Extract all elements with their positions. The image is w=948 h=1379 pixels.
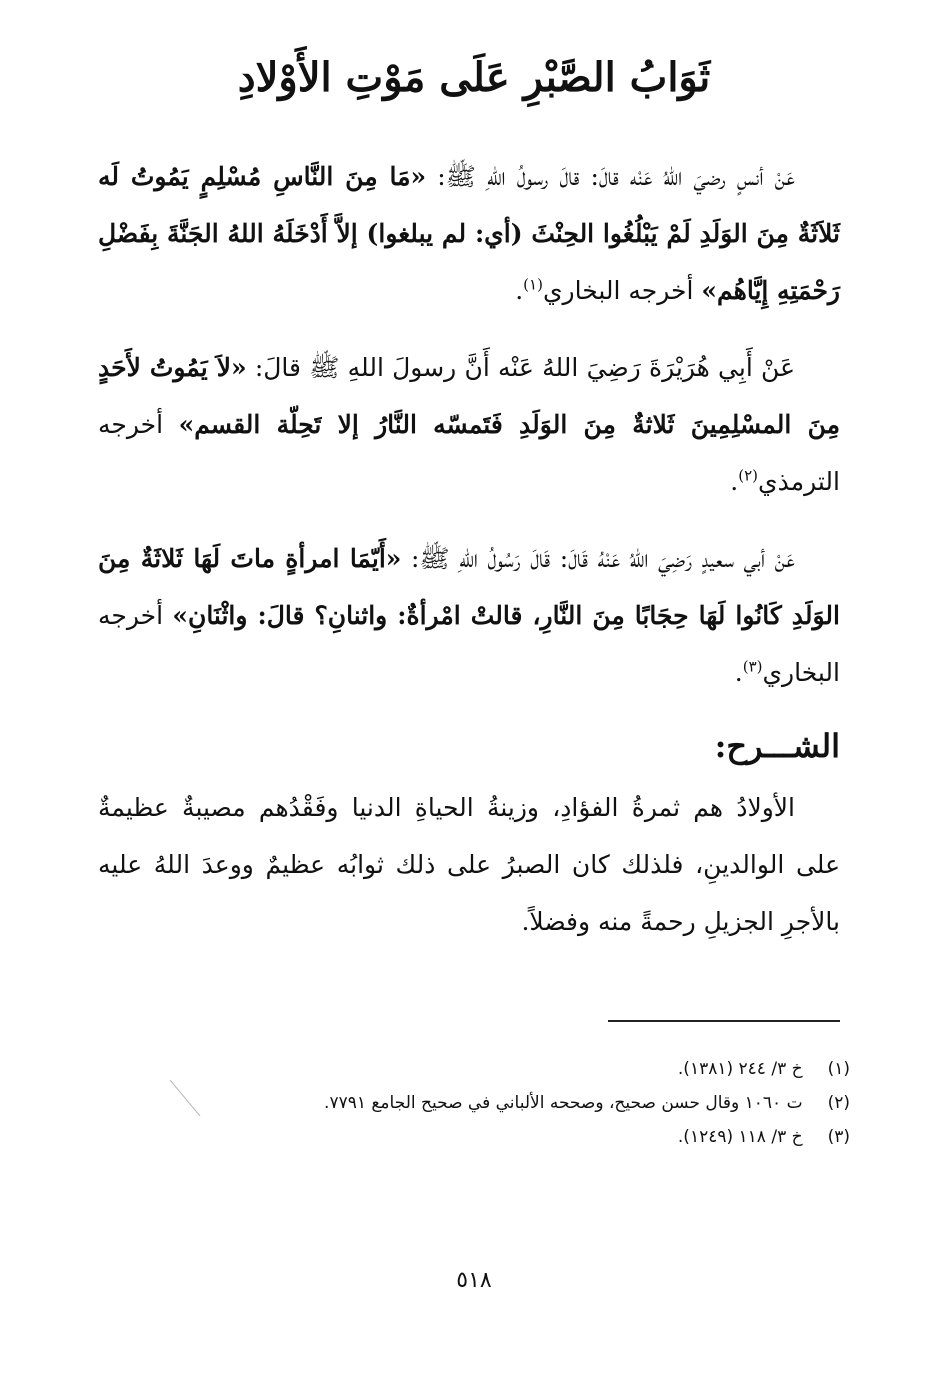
footnote-3 (150, 1120, 850, 1154)
footnote-ref-2[interactable]: (٢) (738, 466, 759, 485)
sharh-paragraph: الأولادُ هم ثمرةُ الفؤادِ، وزينةُ الحياةِ الدنيا وفَقْدُهم مصيبةٌ عظيمةٌ على الوالدينِ، فلذلك كان الصبرُ على ذلك ثوابُه عظيمٌ ووعدَ اللهُ عليه بالأجرِ الجزيلِ رحمةً منه وفضلاً. (98, 793, 840, 936)
footnote-2-text: ت ١٠٦٠ وقال حسن صحيح، وصححه الألباني في صحيح الجامع ٧٧٩١. (324, 1093, 803, 1113)
hadith-1-text: «مَا مِنَ النَّاسِ مُسْلِمٍ يَمُوتُ لَه ثَلاَثَةٌ مِنَ الوَلَدِ لَمْ يَبْلُغُوا الحِنْثَ (أي: لم يبلغوا) إلاَّ أَدْخَلَهُ اللهُ الجَنَّةَ بِفَضْلِ رَحْمَتِهِ إِيَّاهُم» (98, 162, 840, 305)
footnote-1-text: خ ٣/ ٢٤٤ (١٣٨١). (677, 1059, 803, 1079)
footnote-ref-1[interactable]: (١) (523, 275, 543, 294)
hadith-3-end: . (734, 658, 743, 687)
footnote-3-number: (٣) (827, 1127, 850, 1147)
hadith-1-source: أخرجه البخاري (542, 276, 702, 305)
footnotes (150, 1052, 850, 1154)
hadith-1-end: . (515, 276, 524, 305)
footnote-3-text: خ ٣/ ١١٨ (١٢٤٩). (677, 1127, 803, 1147)
hadith-2-end: . (730, 467, 739, 496)
hadith-2-text: «لاَ يَمُوتُ لأَحَدٍ مِنَ المسْلِمِينَ ثَلاثةٌ مِنَ الوَلَدِ فَتَمسّه النَّارُ إلا تَحِلّة القسم» (98, 353, 840, 439)
hadith-paragraph-3 (98, 530, 840, 701)
scan-mark (168, 1078, 202, 1118)
sharh-heading: الشـــرح: (714, 727, 840, 765)
hadith-2-source: أخرجه الترمذي (98, 410, 840, 496)
footnote-2 (150, 1086, 850, 1120)
page-number: ٥١٨ (456, 1268, 492, 1293)
footnote-2-number: (٢) (827, 1093, 850, 1113)
footnote-1 (150, 1052, 850, 1086)
footnote-1-number: (١) (827, 1059, 850, 1079)
hadith-3-intro: عَنْ أبي سعيدٍ رَضِيَ اللهُ عَنْهُ قَالَ: قَالَ رَسُولُ اللهِ ﷺ: (401, 544, 795, 573)
footnote-separator (608, 1020, 840, 1022)
hadith-1-intro: عَنْ أنسٍ رضيَ اللهُ عَنْه قالَ: قالَ رسولُ اللهِ ﷺ: (426, 162, 795, 191)
hadith-paragraph-2 (98, 339, 840, 510)
hadith-3-source: أخرجه البخاري (98, 601, 840, 687)
hadith-2-intro: عَنْ أَبِي هُرَيْرَةَ رَضِيَ اللهُ عَنْه أَنَّ رسولَ اللهِ ﷺ قالَ: (246, 353, 795, 382)
hadith-paragraph-1 (98, 148, 840, 319)
page-title: ثَوَابُ الصَّبْرِ عَلَى مَوْتِ الأَوْلادِ (237, 54, 711, 101)
main-text (98, 148, 840, 970)
footnote-ref-3[interactable]: (٣) (742, 657, 763, 676)
hadith-3-text: «أَيّمَا امرأةٍ ماتَ لَهَا ثَلاثَةٌ مِنَ الوَلَدِ كَانُوا لَهَا حِجَابًا مِنَ النَّارِ، قالتْ امْرأةٌ: واثنانِ؟ قالَ: واثْنَانِ» (98, 544, 840, 630)
